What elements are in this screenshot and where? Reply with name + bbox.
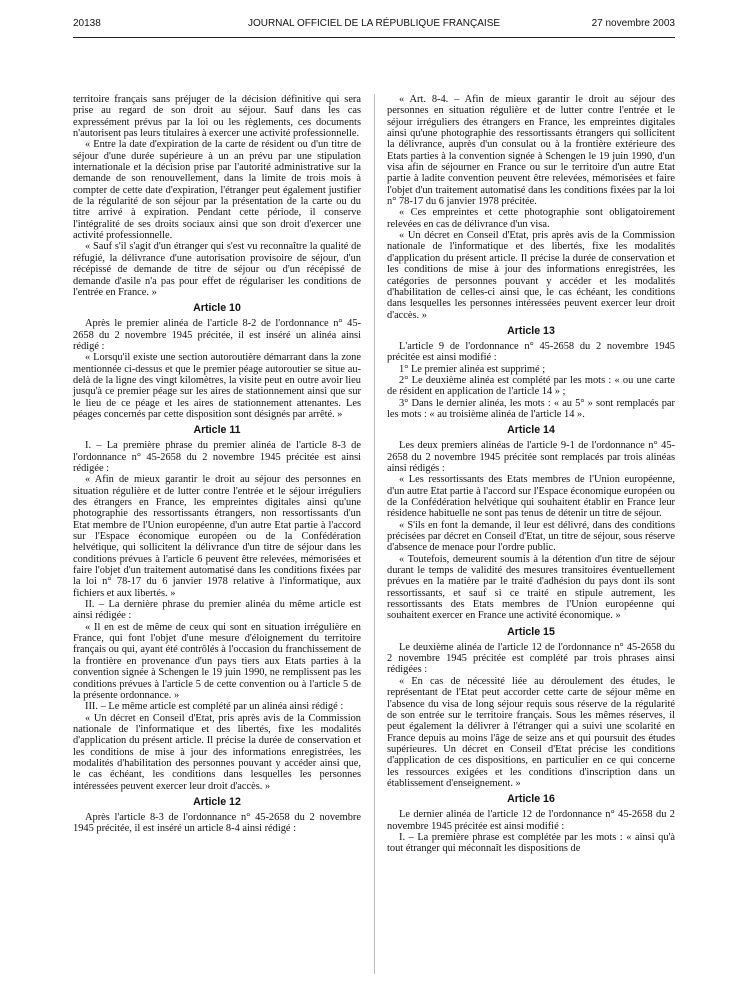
right-column [387, 94, 675, 855]
header-rule [73, 37, 675, 38]
article-heading: Article 13 [507, 324, 555, 337]
paragraph: Après le premier alinéa de l'article 8-2 de l'ordonnance n° 45-2658 du 2 novembre 1945 précitée, il est inséré un alinéa ainsi rédigé : [73, 318, 361, 352]
paragraph: « En cas de nécessité liée au déroulement des études, le représentant de l'Etat peut accorder cette carte de séjour même en l'absence du visa de long séjour requis sous réserve de la régularité de son entrée sur le territoire français. Sous les mêmes réserves, il peut également la délivrer à l'étranger qui a suivi une scolarité en France depuis au moins l'âge de seize ans et qui poursuit des études supérieures. Un décret en Conseil d'Etat précise les conditions d'application de ces dispositions, en particulier en ce qui concerne les ressources exigées et les conditions d'inscription dans un établissement d'enseignement. » [387, 675, 675, 789]
paragraph: I. – La première phrase est complétée par les mots : « ainsi qu'à tout étranger qui méconnaît les dispositions de [387, 831, 675, 855]
page-number: 20138 [73, 18, 101, 29]
article-heading: Article 11 [193, 424, 241, 437]
paragraph: « Afin de mieux garantir le droit au séjour des personnes en situation régulière et de lutter contre l'entrée et le séjour irréguliers des étrangers en France, les empreintes digitales ainsi qu'une photographie des ressortissants étrangers, non ressortissants d'un Etat membre de l'Union européenne, d'un autre Etat partie à l'accord sur l'Espace économique européen ou de la Confédération helvétique, qui sollicitent la délivrance d'un titre de séjour dans les conditions prévues à l'article 6 peuvent être relevées, mémorisées et faire l'objet d'un traitement automatisé dans les conditions fixées par la loi n° 78-17 du 6 janvier 1978 relative à l'informatique, aux fichiers et aux libertés. » [73, 474, 361, 599]
paragraph: I. – La première phrase du premier alinéa de l'article 8-3 de l'ordonnance n° 45-2658 du 2 novembre 1945 précitée est ainsi rédigée : [73, 440, 361, 474]
article-heading: Article 10 [193, 302, 241, 315]
article-heading: Article 12 [193, 795, 241, 808]
article-heading: Article 14 [507, 424, 555, 437]
paragraph: « Les ressortissants des Etats membres de l'Union européenne, d'un autre Etat partie à l'accord sur l'Espace économique européen ou de la Confédération helvétique qui souhaitent établir en France leur résidence habituelle ne sont pas tenus de détenir un titre de séjour. [387, 474, 675, 520]
paragraph: III. – Le même article est complété par un alinéa ainsi rédigé : [85, 701, 344, 713]
paragraph: « Un décret en Conseil d'Etat, pris après avis de la Commission nationale de l'informatique et des libertés, fixe les modalités d'application du présent article. Il précise la durée de conservation et les conditions de mise à jour des informations enregistrées, les modalités d'habilitation des personnes pouvant y accéder ainsi que, le cas échéant, les conditions dans lesquelles les personnes intéressées peuvent exercer leur droit d'accès. » [73, 712, 361, 792]
paragraph: « Toutefois, demeurent soumis à la détention d'un titre de séjour durant le temps de validité des mesures transitoires éventuellement prévues en la matière par le traité d'adhésion du pays dont ils sont ressortissants, et sauf si ce traité en stipule autrement, les ressortissants des Etats membres de l'Union européenne qui souhaitent exercer en France une activité économique. » [387, 553, 675, 622]
paragraph: « Art. 8-4. – Afin de mieux garantir le droit au séjour des personnes en situation régulière et de lutter contre l'entrée et le séjour irréguliers des étrangers en France, les empreintes digitales ainsi qu'une photographie des ressortissants étrangers qui sollicitent la délivrance, auprès d'un consulat ou à la frontière extérieure des Etats parties à la convention signée à Schengen le 19 juin 1990, d'un visa afin de séjourner en France ou sur le territoire d'un autre Etat partie à ladite convention peuvent être relevées, mémorisées et faire l'objet d'un traitement automatisé dans les conditions fixées par la loi n° 78-17 du 6 janvier 1978 précitée. [387, 94, 675, 208]
paragraph: 2° Le deuxième alinéa est complété par les mots : « ou une carte de résident en application de l'article 14 » ; [387, 374, 675, 398]
paragraph: L'article 9 de l'ordonnance n° 45-2658 du 2 novembre 1945 précitée est ainsi modifié : [387, 340, 675, 364]
publication-date: 27 novembre 2003 [591, 18, 675, 29]
paragraph: « S'ils en font la demande, il leur est délivré, dans des conditions précisées par décret en Conseil d'Etat, un titre de séjour, sous réserve d'absence de menace pour l'ordre public. [387, 519, 675, 554]
paragraph: Les deux premiers alinéas de l'article 9-1 de l'ordonnance n° 45-2658 du 2 novembre 1945 précitée sont remplacés par trois alinéas ainsi rédigés : [387, 440, 675, 474]
paragraph: « Ces empreintes et cette photographie sont obligatoirement relevées en cas de délivrance d'un visa. [387, 207, 675, 230]
paragraph: « Un décret en Conseil d'Etat, pris après avis de la Commission nationale de l'informatique et des libertés, fixe les modalités d'application du présent article. Il précise la durée de conservation et les conditions de mise à jour des informations enregistrées, les catégories de personnes pouvant y accéder et les modalités d'habilitation de celles-ci ainsi que, le cas échéant, les conditions dans lesquelles les personnes intéressées peuvent exercer leur droit d'accès. » [387, 230, 675, 321]
left-column [73, 94, 361, 835]
paragraph: 1° Le premier alinéa est supprimé ; [399, 363, 546, 375]
paragraph: Après l'article 8-3 de l'ordonnance n° 45-2658 du 2 novembre 1945 précitée, il est inséré un article 8-4 ainsi rédigé : [73, 811, 361, 835]
paragraph: Le deuxième alinéa de l'article 12 de l'ordonnance n° 45-2658 du 2 novembre 1945 précitée est complété par trois phrases ainsi rédigées : [387, 641, 675, 676]
paragraph: territoire français sans préjuger de la décision définitive qui sera prise au regard de son droit au séjour. Sauf dans les cas expressément prévus par la loi ou les règlements, ces documents n'autorisent pas leurs titulaires à exercer une activité professionnelle. [73, 94, 361, 140]
column-divider [374, 94, 375, 974]
paragraph: II. – La dernière phrase du premier alinéa du même article est ainsi rédigée : [73, 599, 361, 622]
journal-title: JOURNAL OFFICIEL DE LA RÉPUBLIQUE FRANÇAISE [247, 18, 501, 29]
paragraph: « Entre la date d'expiration de la carte de résident ou d'un titre de séjour d'une durée supérieure à un an prévu par une stipulation internationale et la décision prise par l'autorité administrative sur la demande de son renouvellement, dans la limite de trois mois à compter de cette date d'expiration, l'étranger peut également justifier de la régularité de son séjour par la présentation de la carte ou du titre arrivé à expiration. Pendant cette période, il conserve l'intégralité de ses droits sociaux ainsi que son droit d'exercer une activité professionnelle. [73, 139, 361, 242]
paragraph: « Lorsqu'il existe une section autoroutière démarrant dans la zone mentionnée ci-dessus et que le premier péage autoroutier se situe au-delà de la ligne des vingt kilomètres, la visite peut en outre avoir lieu jusqu'à ce premier péage sur les aires de stationnement ainsi que sur le lieu de ce péage et les aires de stationnement attenantes. Les péages concernés par cette disposition sont désignés par arrêté. » [73, 352, 361, 420]
paragraph: Le dernier alinéa de l'article 12 de l'ordonnance n° 45-2658 du 2 novembre 1945 précitée est ainsi modifié : [387, 809, 675, 832]
paragraph: « Il en est de même de ceux qui sont en situation irrégulière en France, qui font l'objet d'une mesure d'éloignement du territoire français ou qui, ayant été contrôlés à l'occasion du franchissement de la frontière en provenance d'un pays tiers aux Etats parties à la convention signée à Schengen le 19 juin 1990, ne remplissent pas les conditions prévues à l'article 5 de cette convention ou à l'article 5 de la présente ordonnance. » [73, 621, 361, 701]
paragraph: 3° Dans le dernier alinéa, les mots : « au 5° » sont remplacés par les mots : « au troisième alinéa de l'article 14 ». [387, 397, 675, 420]
article-heading: Article 16 [507, 793, 555, 806]
page-header [73, 18, 675, 34]
article-heading: Article 15 [507, 625, 555, 638]
paragraph: « Sauf s'il s'agit d'un étranger qui s'est vu reconnaître la qualité de réfugié, la délivrance d'une autorisation provisoire de séjour, d'un récépissé de demande de titre de séjour ou d'un récépissé de demande d'asile n'a pas pour effet de régulariser les conditions de l'entrée en France. » [73, 241, 361, 298]
